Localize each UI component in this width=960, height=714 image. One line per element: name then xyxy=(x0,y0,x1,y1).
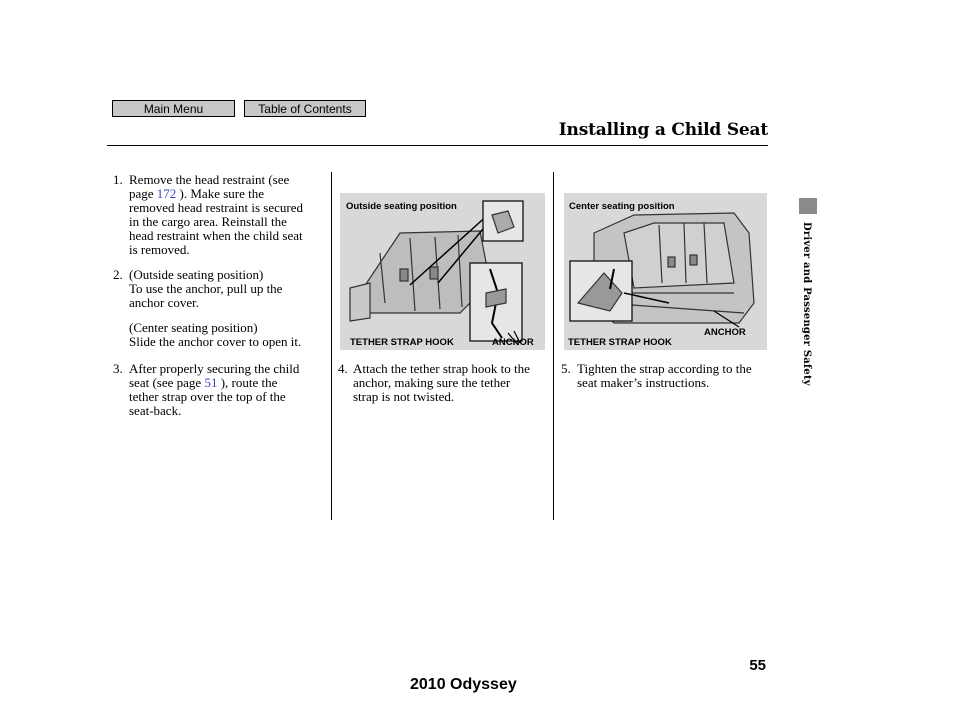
column-divider-right xyxy=(553,172,554,520)
step-number: 4. xyxy=(338,361,348,376)
callout-tether-strap-hook: TETHER STRAP HOOK xyxy=(350,337,454,348)
page-title: Installing a Child Seat xyxy=(558,120,768,140)
text-line: To use the anchor, pull up the xyxy=(129,281,283,296)
text-line: After properly securing the child xyxy=(129,361,300,376)
step-number: 5. xyxy=(561,361,571,376)
step-number: 1. xyxy=(113,172,123,187)
callout-tether-strap-hook: TETHER STRAP HOOK xyxy=(568,337,672,348)
text-line: seat-back. xyxy=(129,403,182,418)
column-divider-left xyxy=(331,172,332,520)
section-side-label: Driver and Passenger Safety xyxy=(801,222,812,386)
figure-caption: Center seating position xyxy=(569,201,675,212)
text-line: anchor, making sure the tether xyxy=(353,375,511,390)
figure-center-seating xyxy=(564,193,767,350)
text-line: (Outside seating position) xyxy=(129,267,264,282)
text-line: Tighten the strap according to the xyxy=(577,361,752,376)
step-number: 3. xyxy=(113,361,123,376)
page-link-172[interactable]: 172 xyxy=(156,186,177,201)
text-line: head restraint when the child seat xyxy=(129,228,303,243)
text-line: seat maker’s instructions. xyxy=(577,375,710,390)
text-line: is removed. xyxy=(129,242,190,257)
page-link-51[interactable]: 51 xyxy=(204,375,218,390)
section-tab xyxy=(799,198,817,214)
text-line: in the cargo area. Reinstall the xyxy=(129,214,287,229)
text-line: (Center seating position) xyxy=(129,320,258,335)
text-line: tether strap over the top of the xyxy=(129,389,286,404)
figure-caption: Outside seating position xyxy=(346,201,457,212)
figure-outside-seating xyxy=(340,193,545,350)
text-line: anchor cover. xyxy=(129,295,200,310)
text-line: seat (see page 51 ), route the xyxy=(129,375,278,390)
callout-anchor: ANCHOR xyxy=(704,327,746,338)
step-number: 2. xyxy=(113,267,123,282)
text-line: Remove the head restraint (see xyxy=(129,172,290,187)
footer-model: 2010 Odyssey xyxy=(410,676,517,693)
text-line: strap is not twisted. xyxy=(353,389,455,404)
page-number: 55 xyxy=(749,657,766,674)
text-line: Attach the tether strap hook to the xyxy=(353,361,530,376)
header-rule xyxy=(107,145,768,146)
text-line: Slide the anchor cover to open it. xyxy=(129,334,302,349)
text-line: page 172 ). Make sure the xyxy=(129,186,265,201)
rear-seat-illustration xyxy=(340,193,545,350)
main-menu-button[interactable]: Main Menu xyxy=(112,100,235,117)
text-line: removed head restraint is secured xyxy=(129,200,303,215)
table-of-contents-button[interactable]: Table of Contents xyxy=(244,100,366,117)
callout-anchor: ANCHOR xyxy=(492,337,534,348)
